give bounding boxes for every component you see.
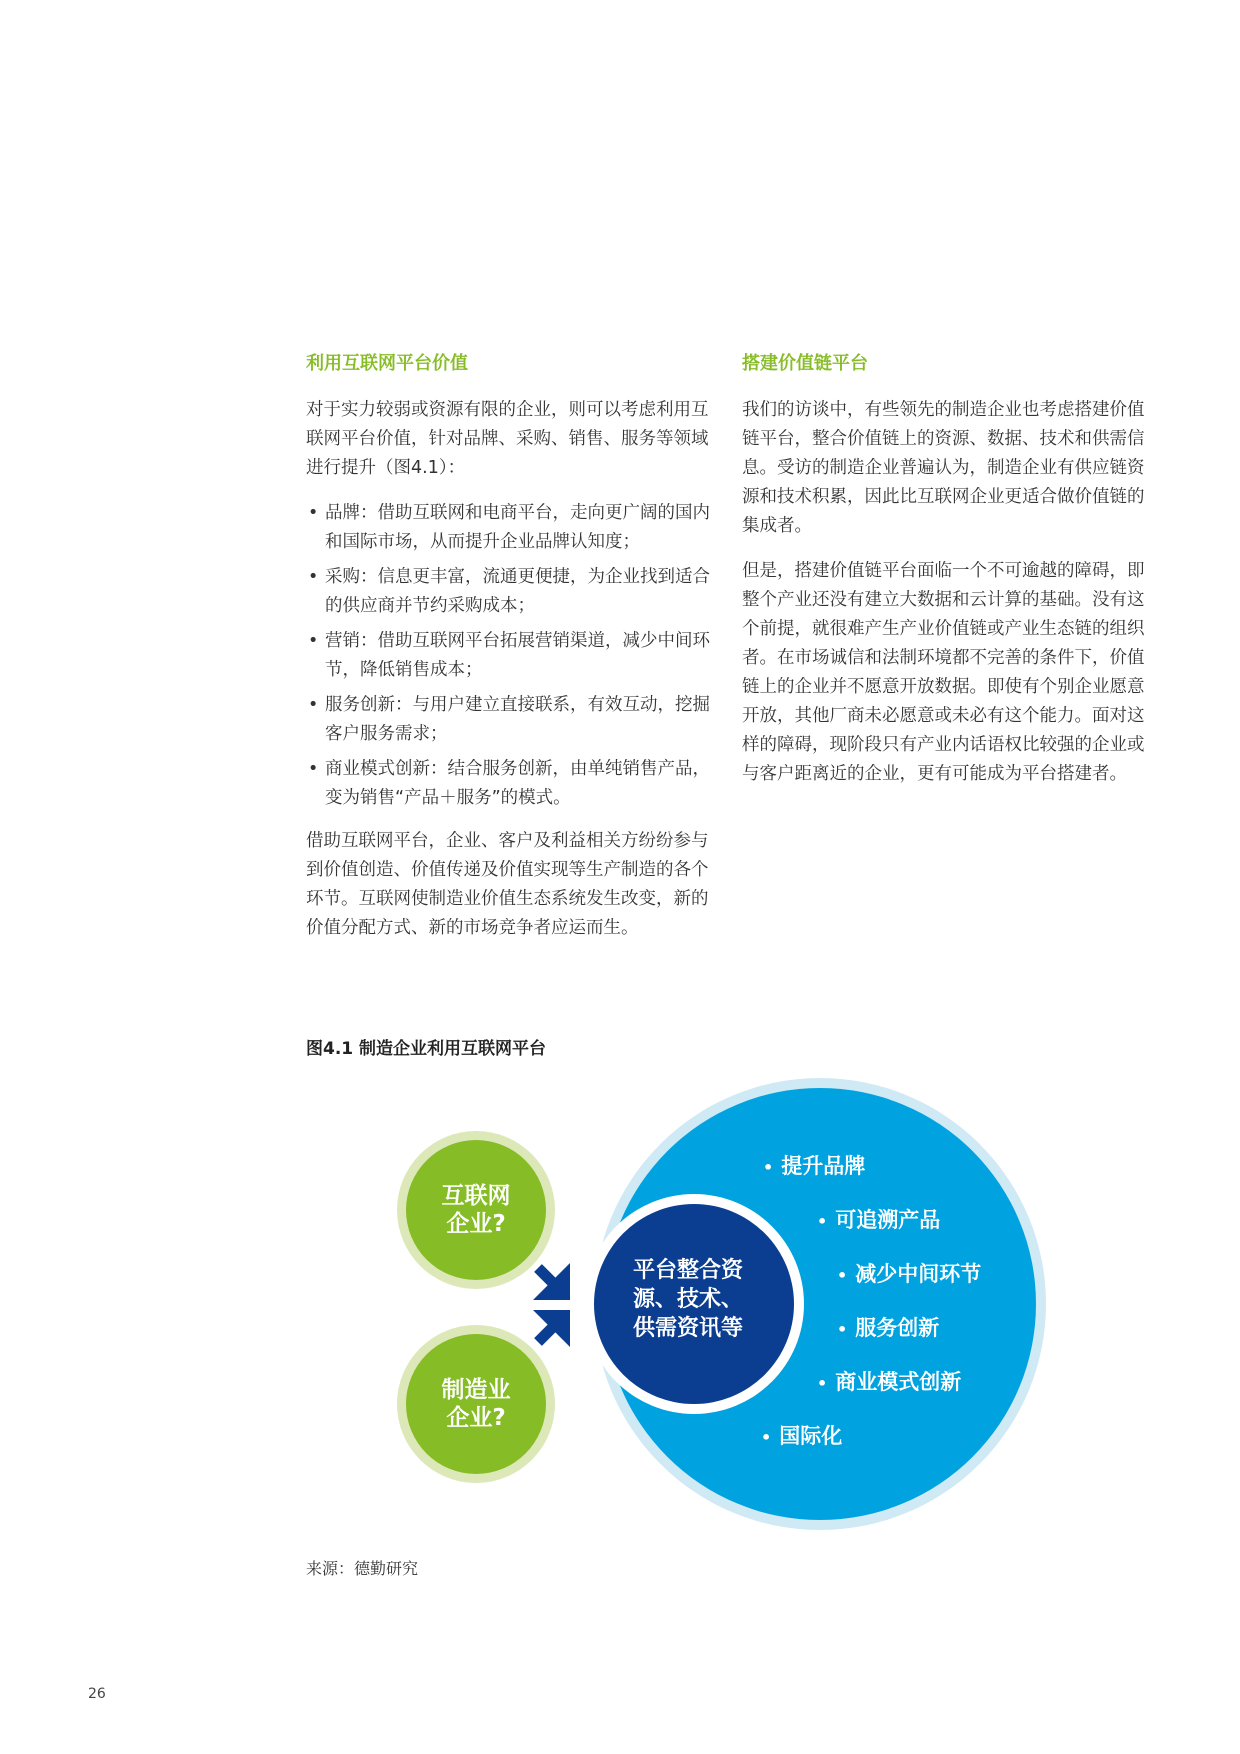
intro-paragraph: 对于实力较弱或资源有限的企业，则可以考虑利用互联网平台价值，针对品牌、采购、销售、服务等领域进行提升（图4.1）：	[306, 400, 709, 478]
section-heading-value-chain-platform: 搭建价值链平台	[742, 353, 868, 374]
internet-enterprise-label: 互联网 企业?	[441, 1183, 511, 1237]
list-item: • 采购：信息更丰富，流通更便捷，为企业找到适合的供应商并节约采购成本；	[306, 563, 714, 621]
manufacturing-enterprise-label: 制造业 企业?	[441, 1377, 511, 1431]
closing-paragraph: 借助互联网平台，企业、客户及利益相关方纷纷参与到价值创造、价值传递及价值实现等生产制造的各个环节。互联网使制造业价值生态系统发生改变，新的价值分配方式、新的市场竞争者应运而生。	[306, 831, 709, 938]
list-item: • 服务创新：与用户建立直接联系，有效互动，挖掘客户服务需求；	[306, 691, 714, 749]
arrow-down-right-icon	[533, 1263, 570, 1300]
bullet-dot: •	[308, 567, 319, 587]
list-item: • 品牌：借助互联网和电商平台，走向更广阔的国内和国际市场，从而提升企业品牌认知度；	[306, 499, 714, 557]
value-chain-paragraph-2: 但是，搭建价值链平台面临一个不可逾越的障碍，即整个产业还没有建立大数据和云计算的基础。没有这个前提，就很难产生产业价值链或产业生态链的组织者。在市场诚信和法制环境都不完善的条件下，价值链上的企业并不愿意开放数据。即使有个别企业愿意开放，其他厂商未必愿意或未必有这个能力。面对这样的障碍，现阶段只有产业内话语权比较强的企业或与客户距离近的企业，更有可能成为平台搭建者。	[742, 561, 1145, 784]
platform-diagram	[380, 1070, 1060, 1550]
value-chain-paragraph-1: 我们的访谈中，有些领先的制造企业也考虑搭建价值链平台，整合价值链上的资源、数据、技术和供需信息。受访的制造企业普遍认为，制造企业有供应链资源和技术积累，因此比互联网企业更适合做价值链的集成者。	[742, 400, 1145, 536]
source-note: 来源：德勤研究	[306, 1559, 419, 1578]
section-heading-internet-platform: 利用互联网平台价值	[306, 353, 468, 374]
bullet-dot: •	[308, 631, 319, 651]
benefit-service-innovation: • 服务创新	[837, 1316, 940, 1340]
right-column	[742, 352, 1150, 805]
figure-caption: 图4.1 制造企业利用互联网平台	[306, 1039, 547, 1059]
benefit-bullet-list	[306, 499, 714, 813]
list-item: • 商业模式创新：结合服务创新，由单纯销售产品，变为销售“产品＋服务”的模式。	[306, 755, 714, 813]
page-number: 26	[88, 1686, 106, 1702]
list-item: • 营销：借助互联网平台拓展营销渠道，减少中间环节，降低销售成本；	[306, 627, 714, 685]
left-column	[306, 352, 714, 959]
bullet-dot: •	[308, 759, 319, 779]
arrow-up-right-icon	[533, 1310, 570, 1347]
bullet-dot: •	[308, 503, 319, 523]
benefit-business-model-innovation: • 商业模式创新	[817, 1370, 962, 1394]
platform-core-label: 平台整合资 源、技术、 供需资讯等	[632, 1258, 743, 1341]
benefit-traceable-products: • 可追溯产品	[817, 1208, 941, 1232]
benefit-fewer-intermediaries: • 减少中间环节	[837, 1262, 982, 1286]
bullet-dot: •	[308, 695, 319, 715]
benefit-internationalization: • 国际化	[761, 1424, 843, 1448]
benefit-brand: • 提升品牌	[763, 1154, 866, 1178]
